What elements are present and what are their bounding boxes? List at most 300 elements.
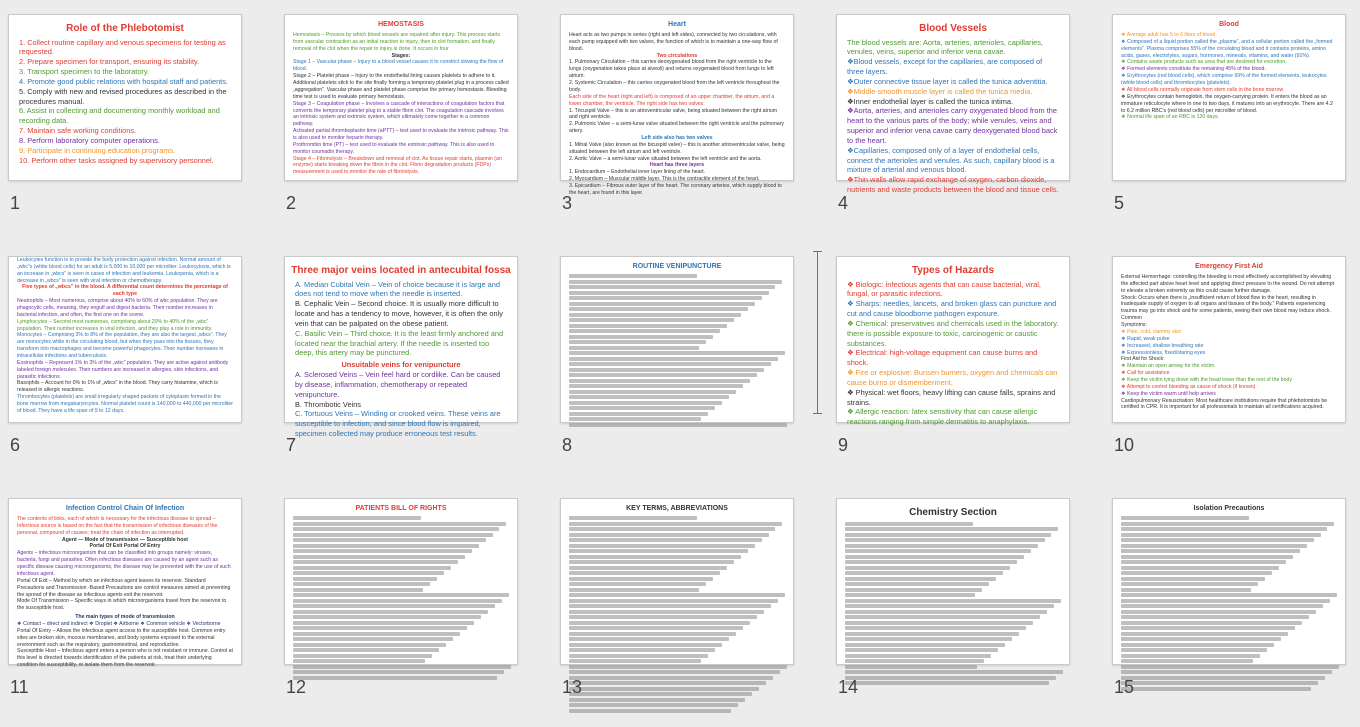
slide-text-line: ❖ All blood cells normally originate from stem cells in the bone marrow. xyxy=(1121,86,1285,93)
slide-text-line: Shock: Occurs when there is „insufficient return of blood flow to the heart, resulting in inadequate supply of oxygen to all organs and tissues of the body.” Patients experiencing trauma may go into shock and for some patients, seeing their own blood may induce shock. Common xyxy=(1121,294,1331,322)
dense-text-line xyxy=(569,621,750,625)
dense-text-line xyxy=(569,582,706,586)
slide-thumbnail-cell xyxy=(1112,14,1352,213)
dense-text-line xyxy=(569,412,708,416)
slide-thumbnail-13[interactable] xyxy=(560,498,794,665)
dense-text-line xyxy=(569,555,741,559)
slide-text-line: 2. Aortic Valve – a semi-lunar valve situated between the left ventricle and the aorta. xyxy=(569,155,762,162)
slide-text-line: 1. Endocardium – Endothelial inner layer lining of the heart. xyxy=(569,169,706,176)
dense-text-line xyxy=(293,555,465,559)
slide-text-line: A. Median Cubital Vein – Vein of choice because it is large and does not tend to move when the needle is inserted. xyxy=(295,279,501,299)
slide-thumbnail-15[interactable] xyxy=(1112,498,1346,665)
dense-text-line xyxy=(293,533,493,537)
slide-text-line: B. Thrombotic Veins xyxy=(295,399,361,409)
dense-text-line xyxy=(1121,610,1316,614)
slide-text-line: ❖ Maintain an open airway for the victim xyxy=(1121,363,1215,370)
dense-text-line xyxy=(1121,670,1332,674)
dense-text-line xyxy=(845,549,1031,553)
dense-text-line xyxy=(845,626,1026,630)
slide-thumbnail-3[interactable] xyxy=(560,14,794,196)
dense-text-line xyxy=(1121,637,1281,641)
dense-text-line xyxy=(1121,654,1260,658)
slide-thumbnail-10[interactable] xyxy=(1112,256,1346,423)
slide-title: Chemistry Section xyxy=(909,507,997,518)
dense-text-line xyxy=(569,698,745,702)
dense-text-line xyxy=(1121,582,1258,586)
slide-text-line: 1. Mitral Valve (also known as the bicuspid valve) – this is another atrioventricular valve, being situated between the left atrium and left ventricle. xyxy=(569,141,785,155)
slide-text-line: ❖ Electrical: high-voltage equipment can cause burns and shock. xyxy=(847,348,1038,368)
slide-title: Types of Hazards xyxy=(911,265,995,276)
slide-dense-text-block xyxy=(1113,516,1345,691)
dense-text-line xyxy=(569,340,706,344)
dense-text-line xyxy=(569,544,755,548)
dense-text-line xyxy=(293,522,506,526)
dense-text-line xyxy=(845,604,1054,608)
slide-text-line: 1. Collect routine capillary and venous specimens for testing as requested. xyxy=(19,37,226,57)
dense-text-line xyxy=(1121,555,1293,559)
slide-text-line: Portal Of Exit Portal Of Entry xyxy=(89,543,161,550)
slide-text-line: The blood vessels are: Aorta, arteries, arterioles, capillaries, venules, veins, superior and inferior vena cavae. xyxy=(847,37,1043,57)
dense-text-line xyxy=(845,615,1040,619)
dense-text-line xyxy=(569,626,743,630)
slide-text-line: B. Cephalic Vein – Second choice. It is usually more difficult to locate and has a tendency to move, however, it is often the only vein that can be palpated on the obese patient. xyxy=(295,299,503,328)
slide-number: 2 xyxy=(286,193,297,213)
slide-text-line: 2. Pulmonic Valve – a semi-lunar valve situated between the right ventricle and the pulmonary artery. xyxy=(569,121,785,135)
slide-thumbnail-cell xyxy=(836,498,1076,697)
slide-text-line: ❖ Erythrocytes (red blood cells), which comprise 99% of the formed elements, leukocytes (white blood cells) and thrombocytes (platelets). xyxy=(1121,73,1327,87)
dense-text-line xyxy=(845,648,998,652)
dense-text-line xyxy=(1121,516,1249,520)
dense-text-line xyxy=(569,362,771,366)
slide-text-line: 6. Assist in collecting and documenting monthly workload and recording data. xyxy=(19,106,220,126)
dense-text-line xyxy=(1121,676,1325,680)
dense-text-line xyxy=(1121,632,1288,636)
dense-text-line xyxy=(1121,665,1339,669)
dense-text-line xyxy=(1121,538,1314,542)
dense-text-line xyxy=(569,516,697,520)
dense-text-line xyxy=(293,610,488,614)
dense-text-line xyxy=(569,329,720,333)
dense-text-line xyxy=(845,566,1010,570)
slide-text-line: Activated partial thromboplastin time (aPTT) – test used to evaluate the intrinsic pathway. This is also used to monitor heparin therapy. xyxy=(293,128,509,141)
dense-text-line xyxy=(1121,571,1272,575)
slide-text-line: Five types of „wbcs” in the blood. A differential count determines the percentage of each type xyxy=(22,284,228,298)
slide-thumbnail-7[interactable] xyxy=(284,256,518,439)
slide-text-line: Stage 2 – Platelet phase – Injury to the endothelial lining causes platelets to adhere to it. Additional platelets stick to the site finally forming a temporary platelet plug in a process called „aggregation”. Vascular phase and platelet phase comprise the primary hemostasis. Bleeding time test is used to evaluate primary hemostasis. xyxy=(293,73,509,100)
dense-text-line xyxy=(569,637,729,641)
dense-text-line xyxy=(293,654,432,658)
slide-title: HEMOSTASIS xyxy=(378,21,424,28)
slide-thumbnail-cell xyxy=(560,14,800,213)
slide-text-line: Mode Of Transmission – Specific ways in which microorganisms travel from the reservoir to the susceptible host. xyxy=(17,598,227,612)
slide-number: 4 xyxy=(838,193,849,213)
dense-text-line xyxy=(569,709,731,713)
slide-text-line: Prothrombin time (PT) – test used to evaluate the extrinsic pathway. This is also used to monitor coumadin therapy. xyxy=(293,141,495,155)
dense-text-line xyxy=(569,395,729,399)
slide-text-line: Heart acts as two pumps in series (right and left sides), connected by two circulations, with each pump equipped with two valves, the function of which is to maintain a one-way flow of blood. xyxy=(569,32,778,52)
slide-text-line: ❖Thin walls allow rapid exchange of oxygen, carbon dioxide, nutrients and waste products between the blood and tissue cells. xyxy=(847,175,1059,195)
dense-text-line xyxy=(569,346,699,350)
dense-text-line xyxy=(293,670,504,674)
dense-text-line xyxy=(569,604,771,608)
slide-thumbnail-4[interactable] xyxy=(836,14,1070,195)
slide-text-line: First Aid for Shock: xyxy=(1121,356,1165,363)
dense-text-line xyxy=(845,582,989,586)
slide-text-line: 10. Perform other tasks assigned by supervisory personnel. xyxy=(19,155,214,165)
slide-text-line: Cardiopulmonary Resuscitation: Most healthcare institutions require that phlebotomists be certified in CPR. It is important for all professionals to maintain all certifications acquired. xyxy=(1121,397,1328,411)
slide-number: 8 xyxy=(562,435,573,455)
dense-text-line xyxy=(569,615,757,619)
slide-text-line: 2. Systemic Circulation – this carries oxygenated blood from the left ventricle throughout the body. xyxy=(569,80,780,93)
slide-text-line: The contents of links, each of which is necessary for the infectious disease to spread – Infectious source is based on the fact that the transmission of infectious diseases of the personal, compound of causes; treat the chain of infection as interrupted. xyxy=(17,516,218,536)
slide-text-line: ❖Middle smooth muscle layer is called the tunica media. xyxy=(847,86,1033,96)
slide-text-line: ❖ Normal life span of an RBC is 120 days. xyxy=(1121,114,1220,121)
dense-text-line xyxy=(569,285,775,289)
slide-title: Heart xyxy=(668,21,686,28)
slide-thumbnail-cell xyxy=(560,498,800,697)
dense-text-line xyxy=(293,516,421,520)
slide-text-line: Thrombocytes (platelets) are small irregularly shaped packets of cytoplasm formed in the bone marrow from megakaryocytes. Normal platelet count is 140,000 to 440,000 per microliter of blood. They have a life span of 9 to 12 days. xyxy=(17,394,233,414)
slide-thumbnail-cell xyxy=(8,256,248,455)
slide-text-line: 8. Perform laboratory computer operations. xyxy=(19,135,160,145)
dense-text-line xyxy=(569,648,715,652)
slide-text-line: Left side also has two valves xyxy=(641,134,713,141)
slide-number: 13 xyxy=(562,677,583,697)
slide-thumbnail-cell xyxy=(1112,498,1352,697)
slide-number: 12 xyxy=(286,677,307,697)
slide-text-line: The main types of mode of transmission xyxy=(75,614,175,621)
dense-text-line xyxy=(845,588,982,592)
slide-text-line: Neutrophils – Most numerous, comprise about 40% to 60% of wbc population. They are phagocytic cells, meaning, they engulf and digest bacteria. Their number increases in bacterial infection, and often, the first one on the scene. xyxy=(17,298,218,318)
dense-text-line xyxy=(845,560,1017,564)
dense-text-line xyxy=(569,379,750,383)
dense-text-line xyxy=(1121,621,1302,625)
slide-thumbnail-12[interactable] xyxy=(284,498,518,665)
dense-text-line xyxy=(1121,566,1279,570)
slide-dense-text-block xyxy=(561,274,793,427)
slide-text-line: 5. Comply with new and revised procedures as described in the procedures manual. xyxy=(19,86,227,106)
slide-text-line: Hemostasis – Process by which blood vessels are repaired after injury. This process starts from vascular contraction as an initial reaction to injury, then to clot formation, and finally removal of the clot when the repair to injury is done. It occurs in four xyxy=(293,32,501,52)
slide-number: 7 xyxy=(286,435,297,455)
dense-text-line xyxy=(845,571,1003,575)
dense-text-line xyxy=(569,533,769,537)
dense-text-line xyxy=(1121,681,1318,685)
slide-thumbnail-8[interactable] xyxy=(560,256,794,423)
dense-text-line xyxy=(293,527,499,531)
slide-number: 15 xyxy=(1114,677,1135,697)
slide-text-line: ❖ Average adult has 5 to 6 liters of blood. xyxy=(1121,32,1217,39)
slide-text-line: ❖ Rapid, weak pulse xyxy=(1121,335,1170,342)
dense-text-line xyxy=(569,538,762,542)
dense-text-line xyxy=(845,643,1005,647)
slide-text-line: ❖ Allergic reaction: latex sensitivity that can cause allergic reactions ranging from simple dermatitis to anaphylaxis. xyxy=(847,407,1038,427)
slide-text-line: 2. Myocardium – Muscular middle layer. This is the contractile element of the heart. xyxy=(569,176,760,183)
dense-text-line xyxy=(569,406,715,410)
slide-text-line: Portal Of Entry – Allows the infectious agent access to the susceptible host. Common entry sites are broken skin, mucous membranes, and body systems exposed to the external environment such as the respiratory, gastrointestinal, and reproductive. xyxy=(17,627,226,648)
insertion-marker xyxy=(817,251,818,414)
slide-text-line: ❖ Biologic: infectious agents that can cause bacterial, viral, fungal, or parasitic infections. xyxy=(847,279,1041,299)
slide-number: 11 xyxy=(10,677,29,697)
slide-title: PATIENTS BILL OF RIGHTS xyxy=(355,505,447,512)
dense-text-line xyxy=(845,593,975,597)
dense-text-line xyxy=(569,599,778,603)
dense-text-line xyxy=(569,522,782,526)
slide-title: Three major veins located in antecubital fossa xyxy=(291,265,511,276)
dense-text-line xyxy=(293,659,425,663)
dense-text-line xyxy=(569,566,727,570)
slide-text-line: ❖ Erythrocytes contain hemoglobin, the oxygen-carrying protein. It enters the blood as an immature reticulocyte where in one to two days, it matures into an erythrocyte. There are 4.2 to 6.2 million RBC's (red blood cells) per microliter of blood. xyxy=(1121,93,1333,114)
slide-thumbnail-cell xyxy=(8,498,248,697)
dense-text-line xyxy=(293,577,437,581)
slide-text-line: ❖Aorta, arteries, and arterioles carry oxygenated blood from the heart to the various parts of the body; while venules, veins and superior and inferior vena cavae carry deoxygenated blood back to the heart. xyxy=(847,106,1058,145)
slide-title: Blood xyxy=(1219,21,1239,28)
dense-text-line xyxy=(569,692,752,696)
slide-text-line: Basophils – Account for 0% to 1% of „wbcs” in the blood. They carry histamine, which is released in allergic reactions. xyxy=(17,380,218,394)
slide-text-line: ❖Inner endothelial layer is called the tunica intima. xyxy=(847,96,1014,106)
slide-text-line: C. Basilic Vein – Third choice. It is the least firmly anchored and located near the brachial artery. If the needle is inserted too deep, this artery may be punctured. xyxy=(295,328,504,358)
slide-text-line: Lymphocytes – Second most numerous, comprising about 20% to 40% of the „wbc” population. Their number increases in viral infection, and they play a role in immunity. xyxy=(17,318,213,332)
dense-text-line xyxy=(845,522,973,526)
dense-text-line xyxy=(845,665,977,669)
slide-text-line: Stage 4 – Fibrinolysis – Breakdown and removal of clot. As tissue repair starts, plasmin (an enzyme) starts breaking down the fibrin in the clot. Fibrin degradation products (FDPs) measurement is used to monitor the rate of fibrinolysis. xyxy=(293,155,502,176)
dense-text-line xyxy=(569,390,736,394)
dense-text-line xyxy=(845,632,1019,636)
dense-text-line xyxy=(845,544,1038,548)
dense-text-line xyxy=(569,313,741,317)
slide-text-line: ❖ Contains waste products such as urea that are destined for excretion. xyxy=(1121,59,1287,66)
dense-text-line xyxy=(569,417,701,421)
dense-text-line xyxy=(569,577,713,581)
slide-number: 9 xyxy=(838,435,849,455)
slide-text-line: ❖Outer connective tissue layer is called the tunica adventitia. xyxy=(847,76,1048,86)
slide-text-line: Stage 3 – Coagulation phase – Involves a cascade of interactions of coagulation factors that converts the temporary platelet plug to a stable fibrin clot. The coagulation cascade involves an intrinsic system and extrinsic system, which ultimately come together in a common pathway. xyxy=(293,100,505,128)
dense-text-line xyxy=(293,643,446,647)
slide-text-line: ❖ Contact – direct and indirect ❖ Droplet ❖ Airborne ❖ Common vehicle ❖ Vectorborne xyxy=(17,620,221,627)
slide-title: Isolation Precautions xyxy=(1193,505,1265,512)
slide-dense-text-block xyxy=(561,516,793,713)
slide-text-line: Each side of the heart (right and left) is composed of an upper chamber, the atrium, and a lower chamber, the ventricle. The right side has two valves: xyxy=(569,93,775,107)
slide-text-line: ❖ Physical: wet floors, heavy lifting can cause falls, sprains and strains. xyxy=(847,387,1056,407)
dense-text-line xyxy=(845,654,991,658)
dense-text-line xyxy=(845,637,1012,641)
slide-number: 3 xyxy=(562,193,573,213)
slide-text-line: ❖ Formed elements constitute the remaining 45% of the blood. xyxy=(1121,66,1266,73)
dense-text-line xyxy=(845,555,1024,559)
dense-text-line xyxy=(1121,659,1253,663)
dense-text-line xyxy=(845,659,984,663)
slide-text-line: 9. Participate in continuing education programs. xyxy=(19,145,176,155)
dense-text-line xyxy=(1121,577,1265,581)
slide-text-line: Susceptible Host – Infectious agent enters a person who is not resistant or immune. Control at this level is directed towards identification of the patients at risk, treat their underlying condition for susceptibility, or isolate them from the reservoir. xyxy=(17,648,233,669)
dense-text-line xyxy=(293,582,430,586)
dense-text-line xyxy=(569,351,785,355)
slide-title: Blood Vessels xyxy=(919,23,987,34)
slide-text-line: ❖ Pale, cold, clammy skin xyxy=(1121,328,1182,335)
dense-text-line xyxy=(569,670,780,674)
dense-text-line xyxy=(569,610,764,614)
slide-text-line: C. Tortuous Veins – Winding or crooked veins. These veins are susceptible to infection, and since blood flow is impaired, specimen collected may produce erroneous test results. xyxy=(295,409,501,439)
dense-text-line xyxy=(569,401,722,405)
slide-text-line: ❖ Keep the victim warm until help arrives xyxy=(1121,390,1216,397)
slide-thumbnail-cell xyxy=(836,14,1076,213)
slide-text-line: 3. Transport specimen to the laboratory. xyxy=(19,67,150,77)
dense-text-line xyxy=(293,676,497,680)
slide-title: ROUTINE VENIPUNCTURE xyxy=(632,263,722,270)
slide-text-line: Leukocytes function is to provide the body protection against infection. Normal amount of „wbc”s (white blood cells) for an adult is 5,000 to 10,000 per microliter. Leukocytosis, which is an increase in „wbcs” is seen in cases of infection and leukemia. Leukopenia, which is a decrease in „wbcs” is seen with viral infection or chemotherapy. xyxy=(17,257,231,284)
dense-text-line xyxy=(1121,533,1321,537)
dense-text-line xyxy=(1121,615,1309,619)
slide-thumbnail-cell xyxy=(284,14,524,213)
slide-title: Infection Control Chain Of Infection xyxy=(65,505,185,512)
dense-text-line xyxy=(293,615,481,619)
slide-text-line: Portal Of Exit – Method by which an infectious agent leaves its reservoir. Standard Precautions and Transmission -Based Precautions are control measures aimed at preventing the spread of the disease as infectious agents exit the reservoir. xyxy=(17,577,231,598)
dense-text-line xyxy=(293,588,423,592)
slide-text-line: Agent — Mode of transmission — Susceptible host xyxy=(62,536,188,543)
slide-text-line: ❖ Sharps: needles, lancets, and broken glass can puncture and cut and cause bloodborne pathogen exposure. xyxy=(847,299,1057,319)
dense-text-line xyxy=(569,560,734,564)
dense-text-line xyxy=(569,280,782,284)
dense-text-line xyxy=(569,665,787,669)
slide-text-line: 3. Epicardium – Fibrous outer layer of the heart. The coronary arteries, which supply blood to the heart, are found in this layer. xyxy=(569,182,782,196)
dense-text-line xyxy=(293,549,472,553)
slide-text-line: Symptoms: xyxy=(1121,322,1147,329)
dense-text-line xyxy=(1121,687,1311,691)
dense-text-line xyxy=(569,632,736,636)
dense-text-line xyxy=(1121,643,1274,647)
slide-text-line: 1. Pulmonary Circulation – this carries deoxygenated blood from the right ventricle to the lungs (oxygenation takes place at alveoli) and returns oxygenated blood from lungs to left atrium. xyxy=(569,59,774,80)
slide-thumbnail-11[interactable] xyxy=(8,498,242,669)
slide-thumbnail-5[interactable] xyxy=(1112,14,1346,181)
dense-text-line xyxy=(293,566,451,570)
slide-text-line: Two circulations xyxy=(656,52,698,59)
slide-thumbnail-9[interactable] xyxy=(836,256,1070,427)
slide-text-line: A. Sclerosed Veins – Vein feel hard or cordlike. Can be caused by disease, inflammation, chemotherapy or repeated venipuncture. xyxy=(295,370,501,399)
slide-thumbnail-1[interactable] xyxy=(8,14,242,181)
dense-text-line xyxy=(1121,588,1251,592)
slide-text-line: Stages: xyxy=(391,52,411,59)
slide-number: 1 xyxy=(10,193,21,213)
dense-text-line xyxy=(845,533,1051,537)
dense-text-line xyxy=(293,637,453,641)
dense-text-line xyxy=(293,632,460,636)
dense-text-line xyxy=(569,571,720,575)
dense-text-line xyxy=(845,621,1033,625)
slide-text-line: ❖Capillaries, composed only of a layer of endothelial cells, connect the arterioles and venules. As such, capillary blood is a mixture of arterial and venous blood. xyxy=(847,145,1055,175)
dense-text-line xyxy=(1121,527,1327,531)
dense-text-line xyxy=(293,599,502,603)
slide-title: Role of the Phlebotomist xyxy=(66,23,184,34)
dense-text-line xyxy=(845,681,1049,685)
dense-text-line xyxy=(569,527,775,531)
slide-thumbnail-cell xyxy=(284,498,524,697)
slide-text-line: 2. Prepare specimen for transport, ensuring its stability. xyxy=(19,57,200,67)
dense-text-line xyxy=(569,687,759,691)
dense-text-line xyxy=(845,676,1056,680)
dense-text-line xyxy=(569,368,764,372)
dense-text-line xyxy=(293,571,444,575)
slide-text-line: ❖ Expressionless, fixed/staring eyes xyxy=(1121,349,1206,356)
dense-text-line xyxy=(569,274,697,278)
dense-text-line xyxy=(569,654,708,658)
dense-text-line xyxy=(1121,593,1337,597)
dense-text-line xyxy=(1121,599,1330,603)
slide-number: 5 xyxy=(1114,193,1125,213)
slide-text-line: ❖ Fire or explosive: Bunsen burners, oxygen and chemicals can cause burns or dismemberment. xyxy=(847,368,1058,387)
dense-text-line xyxy=(569,423,787,427)
slide-text-line: ❖Blood vessels, except for the capillaries, are composed of three layers. xyxy=(847,57,1043,77)
dense-text-line xyxy=(1121,549,1300,553)
dense-text-line xyxy=(293,593,509,597)
dense-text-line xyxy=(569,549,748,553)
slide-number: 14 xyxy=(838,677,859,697)
dense-text-line xyxy=(569,324,727,328)
dense-text-line xyxy=(293,560,458,564)
slide-thumbnail-cell xyxy=(8,14,248,213)
slide-text-line: Unsuitable veins for venipuncture xyxy=(341,360,461,370)
dense-text-line xyxy=(845,538,1045,542)
slide-text-line: Agents – infectious microorganism that can be classified into groups namely: viruses, bacteria, fungi and parasites. Often infectious diseases are caused by an agent such as specific disease causing microorganisms, the disease may be prevented with the use of such infectious agent. xyxy=(17,550,231,577)
slide-text-line: Heart has three layers xyxy=(649,162,705,169)
dense-text-line xyxy=(569,643,722,647)
slide-thumbnail-cell xyxy=(284,256,524,455)
dense-text-line xyxy=(293,665,511,669)
dense-text-line xyxy=(569,659,701,663)
dense-text-line xyxy=(569,373,757,377)
slide-thumbnail-14[interactable] xyxy=(836,498,1070,665)
dense-text-line xyxy=(569,302,755,306)
dense-text-line xyxy=(293,604,495,608)
slide-thumbnail-cell xyxy=(1112,256,1352,455)
dense-text-line xyxy=(569,681,766,685)
dense-text-line xyxy=(569,703,738,707)
dense-text-line xyxy=(845,527,1058,531)
dense-text-line xyxy=(569,307,748,311)
dense-text-line xyxy=(293,621,474,625)
dense-text-line xyxy=(1121,522,1334,526)
slide-title: Emergency First Aid xyxy=(1195,263,1263,270)
dense-text-line xyxy=(569,588,699,592)
dense-text-line xyxy=(569,593,785,597)
slide-text-line: ❖ Call for assistance xyxy=(1121,370,1170,377)
slide-thumbnail-6[interactable] xyxy=(8,256,242,423)
slide-thumbnail-2[interactable] xyxy=(284,14,518,181)
dense-text-line xyxy=(569,296,762,300)
slide-number: 10 xyxy=(1114,435,1135,455)
dense-text-line xyxy=(569,291,769,295)
slide-text-line: 4. Promote good public relations with hospital staff and patients. xyxy=(19,76,228,86)
dense-text-line xyxy=(845,670,1063,674)
slide-number: 6 xyxy=(10,435,21,455)
slide-title: KEY TERMS, ABBREVIATIONS xyxy=(626,505,728,512)
slide-text-line: ❖ Keep the victim lying down with the head lower than the rest of the body xyxy=(1121,376,1293,383)
slide-text-line: ❖ Increased, shallow breathing rate xyxy=(1121,342,1204,349)
dense-text-line xyxy=(845,610,1047,614)
dense-text-line xyxy=(569,318,734,322)
slide-dense-text-block xyxy=(285,516,517,680)
slide-dense-text-block xyxy=(837,522,1069,686)
slide-text-line: 1. Tricuspid Valve – this is an atrioventricular valve, being situated between the right atrium and right ventricle. xyxy=(569,107,778,121)
dense-text-line xyxy=(1121,604,1323,608)
slide-text-line: ❖ Composed of a liquid portion called the „plasma”, and a cellular portion called the „formed elements”. Plasma comprises 55% of the circulating blood and it contains proteins, amino acids, gases, electrolytes, sugars, hormones, minerals, vitamins, and water (91%). xyxy=(1121,38,1333,59)
dense-text-line xyxy=(293,538,486,542)
dense-text-line xyxy=(293,544,479,548)
slide-text-line: External Hemorrhage: controlling the bleeding is most effectively accomplished by elevating the affected part above heart level and applying direct pressure to the wound. Do not attempt to elevate a broken extremity as this could cause further damage. xyxy=(1121,274,1335,294)
dense-text-line xyxy=(293,626,467,630)
slide-text-line: ❖ Chemical: preservatives and chemicals used in the laboratory. there is possible exposure to toxic, carcinogenic or caustic substances. xyxy=(847,318,1059,348)
dense-text-line xyxy=(845,577,996,581)
dense-text-line xyxy=(569,357,778,361)
dense-text-line xyxy=(293,648,439,652)
